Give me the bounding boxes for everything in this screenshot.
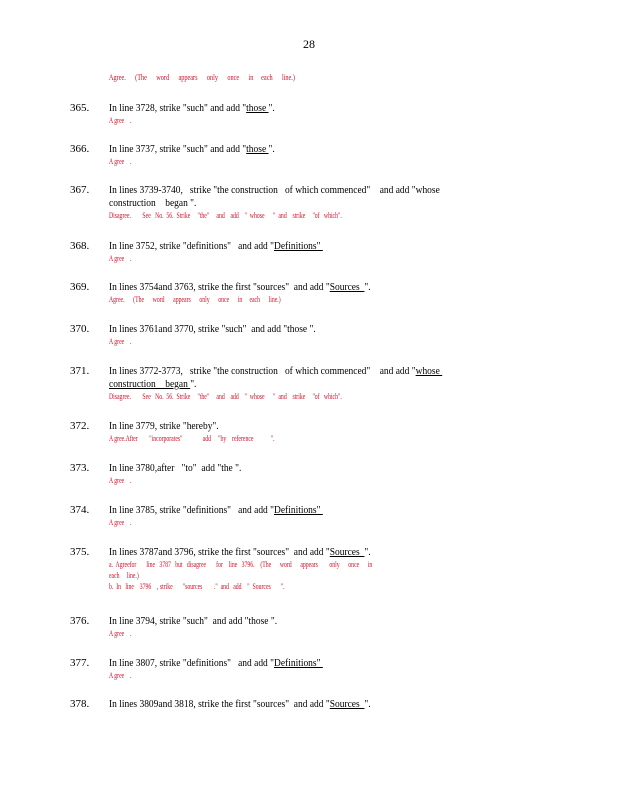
response-line: A gree . xyxy=(109,629,132,638)
instruction-line xyxy=(109,546,479,559)
item-body xyxy=(109,420,539,444)
response-line: a. Agreefor line 3787 but disagree for line 3796. (The word appears only once in xyxy=(109,560,373,569)
inserted-text: Definitions" xyxy=(274,657,323,669)
item-body xyxy=(109,615,539,639)
instruction-text: In lines 3754and 3763, strike the first "sources" and add " xyxy=(109,281,330,293)
item-body xyxy=(109,504,539,528)
instruction-text: In line 3752, strike "definitions" and add " xyxy=(109,240,275,252)
response-line: A gree.After "incorporates" add "by reference ". xyxy=(109,434,275,443)
page-number: 28 xyxy=(303,37,315,51)
instruction-text: In line 3807, strike "definitions" and add " xyxy=(109,657,275,669)
item-number: 366. xyxy=(70,143,90,155)
instruction-line xyxy=(109,504,479,517)
item-number: 373. xyxy=(70,462,90,474)
item-number: 372. xyxy=(70,420,90,432)
response-line: A gree . xyxy=(109,476,132,485)
instruction-line xyxy=(109,323,479,336)
instruction-text: In lines 3809and 3818, strike the first "sources" and add " xyxy=(109,698,330,710)
instruction-text: In lines 3787and 3796, strike the first "sources" and add " xyxy=(109,546,330,558)
item-number: 374. xyxy=(70,504,90,516)
instruction-text: In line 3779, strike "hereby". xyxy=(109,420,219,432)
instruction-line xyxy=(109,420,479,433)
item-body xyxy=(109,698,539,711)
response-line: A gree . xyxy=(109,671,132,680)
response-line: A gree . xyxy=(109,254,132,263)
instruction-line xyxy=(109,281,479,294)
item-body xyxy=(109,184,539,221)
instruction-text: ". xyxy=(190,378,197,390)
instruction-text: In line 3728, strike "such" and add " xyxy=(109,102,247,114)
inserted-text: whose xyxy=(415,365,443,377)
response-line: Disagree. See No. 56. Strike "the" and add " whose " and strike "of which". xyxy=(109,211,342,220)
item-number: 375. xyxy=(70,546,90,558)
item-body xyxy=(109,102,539,126)
instruction-text: In line 3737, strike "such" and add " xyxy=(109,143,247,155)
item-number: 371. xyxy=(70,365,90,377)
instruction-line xyxy=(109,184,479,197)
instruction-text: ". xyxy=(268,102,275,114)
item-number: 367. xyxy=(70,184,90,196)
instruction-line xyxy=(109,615,479,628)
inserted-text: those xyxy=(246,102,269,114)
instruction-text: In lines 3761and 3770, strike "such" and add "those ". xyxy=(109,323,316,335)
response-line: each line.) xyxy=(109,571,139,580)
item-body xyxy=(109,240,539,264)
instruction-text: In lines 3772-3773, strike "the construction of which commenced" and add " xyxy=(109,365,416,377)
item-number: 369. xyxy=(70,281,90,293)
item-number: 365. xyxy=(70,102,90,114)
instruction-text: construction began ". xyxy=(109,197,197,209)
instruction-text: In line 3794, strike "such" and add "those ". xyxy=(109,615,278,627)
item-number: 378. xyxy=(70,698,90,710)
instruction-text: ". xyxy=(364,281,371,293)
instruction-text: In line 3780,after "to" add "the ". xyxy=(109,462,242,474)
item-number: 377. xyxy=(70,657,90,669)
instruction-line xyxy=(109,657,479,670)
inserted-text: Sources xyxy=(329,698,365,710)
instruction-text: ". xyxy=(268,143,275,155)
inserted-text: Sources xyxy=(329,546,365,558)
instruction-line xyxy=(109,143,479,156)
instruction-text: ". xyxy=(364,546,371,558)
inserted-text: Definitions" xyxy=(274,240,323,252)
response-line: A gree . xyxy=(109,337,132,346)
response-line: Disagree. See No. 56. Strike "the" and add " whose " and strike "of which". xyxy=(109,392,342,401)
instruction-line xyxy=(109,197,479,210)
item-number: 370. xyxy=(70,323,90,335)
instruction-line xyxy=(109,378,479,391)
instruction-line xyxy=(109,698,479,711)
response-line: b. In line 3796 , strike "sources ." and add " Sources ". xyxy=(109,582,285,591)
item-body xyxy=(109,462,539,486)
response-line: A gree . xyxy=(109,157,132,166)
item-body xyxy=(109,657,539,681)
response-line: A gree . xyxy=(109,518,132,527)
item-number: 368. xyxy=(70,240,90,252)
inserted-text: Definitions" xyxy=(274,504,323,516)
item-body xyxy=(109,546,539,592)
instruction-text: In line 3785, strike "definitions" and add " xyxy=(109,504,275,516)
item-body xyxy=(109,281,539,305)
item-body xyxy=(109,143,539,167)
instruction-text: ". xyxy=(364,698,371,710)
instruction-line xyxy=(109,240,479,253)
instruction-line xyxy=(109,365,479,378)
inserted-text: construction began xyxy=(109,378,191,390)
item-body xyxy=(109,323,539,347)
inserted-text: those xyxy=(246,143,269,155)
response-line: A gree . xyxy=(109,116,132,125)
continued-response: Agree. (The word appears only once in each line.) xyxy=(109,73,295,82)
response-line: Agree. (The word appears only once in each line.) xyxy=(109,295,281,304)
item-number: 376. xyxy=(70,615,90,627)
item-body xyxy=(109,365,539,402)
instruction-line xyxy=(109,462,479,475)
inserted-text: Sources xyxy=(329,281,365,293)
instruction-line xyxy=(109,102,479,115)
instruction-text: In lines 3739-3740, strike "the construction of which commenced" and add "whose xyxy=(109,184,440,196)
